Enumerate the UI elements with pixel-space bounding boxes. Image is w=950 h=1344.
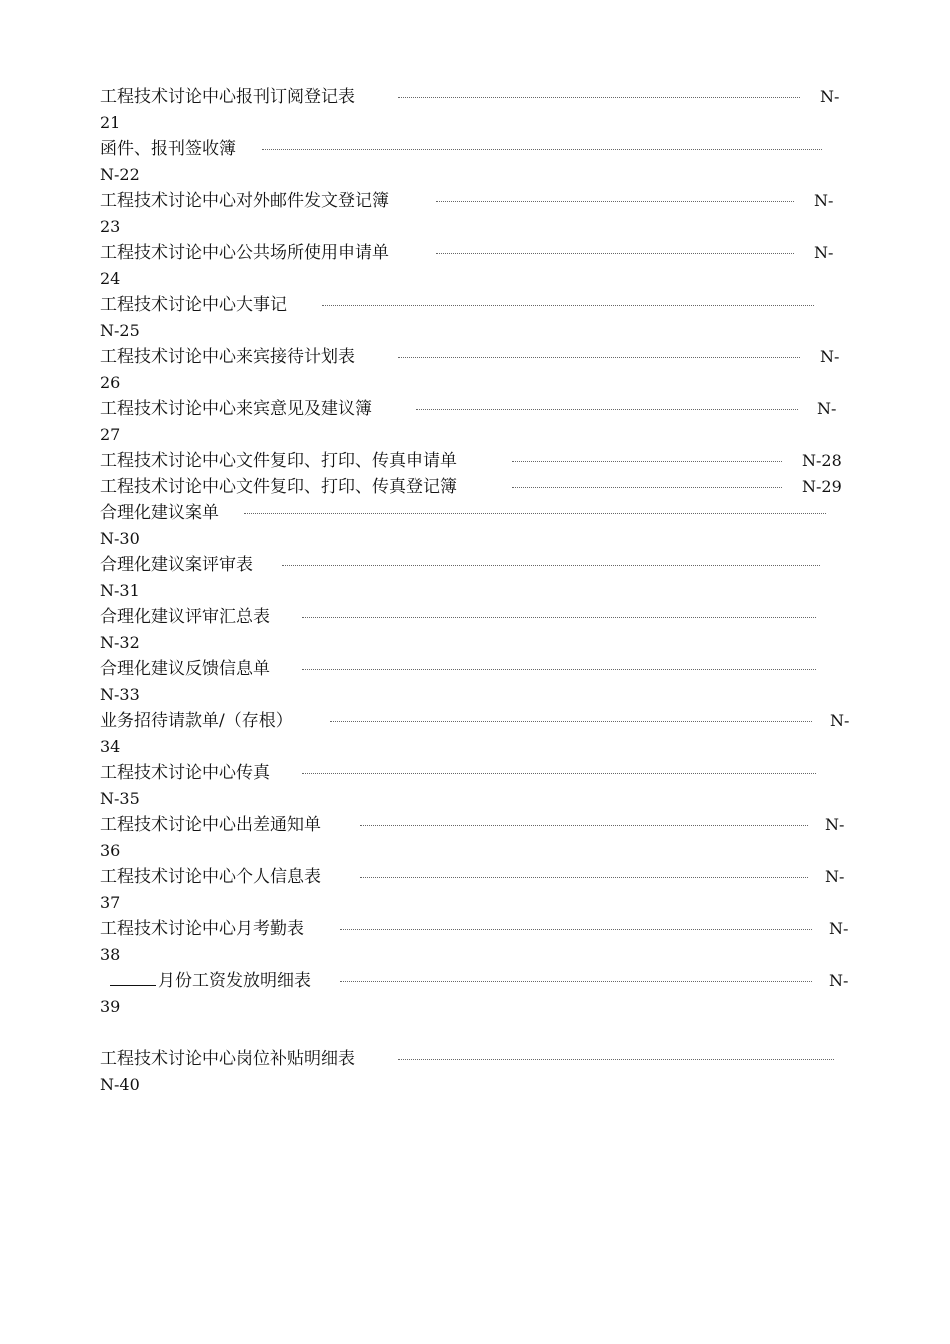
toc-entry-title — [100, 968, 311, 994]
toc-entry-title: 工程技术讨论中心公共场所使用申请单 — [100, 243, 389, 263]
toc-entry-title: 工程技术讨论中心大事记 — [100, 295, 287, 315]
toc-page-number: N- — [814, 243, 834, 262]
dot-leader — [322, 305, 814, 306]
toc-entry-title: 合理化建议案单 — [100, 503, 219, 523]
dot-leader — [302, 617, 816, 618]
toc-page-number: N- — [829, 971, 849, 990]
toc-entry-title: 工程技术讨论中心文件复印、打印、传真申请单 — [100, 451, 457, 471]
toc-page-number: N-28 — [802, 451, 842, 470]
toc-entry-title: 工程技术讨论中心月考勤表 — [100, 919, 304, 939]
toc-page-number: 36 — [100, 841, 121, 860]
toc-entry[interactable] — [100, 552, 860, 604]
toc-entry-title: 工程技术讨论中心来宾意见及建议簿 — [100, 399, 372, 419]
toc-entry-title: 合理化建议案评审表 — [100, 555, 253, 575]
table-of-contents — [100, 84, 860, 1098]
toc-entry-title: 工程技术讨论中心对外邮件发文登记簿 — [100, 191, 389, 211]
toc-page-number: N- — [825, 867, 845, 886]
dot-leader — [398, 357, 800, 358]
toc-page-number: 26 — [100, 373, 121, 392]
toc-page-number: 37 — [100, 893, 121, 912]
toc-page-number: N- — [814, 191, 834, 210]
spacer — [100, 1020, 860, 1046]
toc-entry[interactable] — [100, 500, 860, 552]
toc-page-number: 38 — [100, 945, 121, 964]
toc-entry[interactable] — [100, 708, 860, 760]
toc-page-number: N-25 — [100, 321, 140, 340]
toc-page-number: 27 — [100, 425, 121, 444]
dot-leader — [282, 565, 820, 566]
toc-page-number: N- — [825, 815, 845, 834]
toc-page-number: N- — [820, 87, 840, 106]
toc-page-number: N- — [830, 711, 850, 730]
toc-entry[interactable] — [100, 474, 860, 500]
dot-leader — [360, 825, 808, 826]
toc-entry-title: 工程技术讨论中心个人信息表 — [100, 867, 321, 887]
toc-entry[interactable] — [100, 968, 860, 1020]
toc-page-number: N-22 — [100, 165, 140, 184]
dot-leader — [360, 877, 808, 878]
toc-entry[interactable] — [100, 656, 860, 708]
dot-leader — [512, 487, 782, 488]
toc-entry-title: 工程技术讨论中心岗位补贴明细表 — [100, 1049, 355, 1069]
toc-entry[interactable] — [100, 916, 860, 968]
dot-leader — [398, 97, 800, 98]
toc-page-number: 21 — [100, 113, 121, 132]
toc-entry-title: 工程技术讨论中心报刊订阅登记表 — [100, 87, 355, 107]
toc-page-number: N- — [829, 919, 849, 938]
toc-entry-title: 工程技术讨论中心来宾接待计划表 — [100, 347, 355, 367]
toc-page-number: N-29 — [802, 477, 842, 496]
toc-entry-title: 合理化建议评审汇总表 — [100, 607, 270, 627]
dot-leader — [436, 253, 794, 254]
toc-entry[interactable] — [100, 396, 860, 448]
toc-page-number: N- — [817, 399, 837, 418]
toc-entry[interactable] — [100, 760, 860, 812]
toc-entry-title: 工程技术讨论中心文件复印、打印、传真登记簿 — [100, 477, 457, 497]
toc-entry[interactable] — [100, 84, 860, 136]
dot-leader — [262, 149, 822, 150]
dot-leader — [302, 773, 816, 774]
toc-page-number: N-31 — [100, 581, 140, 600]
toc-entry[interactable] — [100, 188, 860, 240]
toc-page-number: N-30 — [100, 529, 140, 548]
dot-leader — [416, 409, 798, 410]
dot-leader — [436, 201, 794, 202]
toc-entry-title: 工程技术讨论中心出差通知单 — [100, 815, 321, 835]
dot-leader — [340, 929, 812, 930]
toc-page-number: N-32 — [100, 633, 140, 652]
toc-entry[interactable] — [100, 864, 860, 916]
toc-entry[interactable] — [100, 1046, 860, 1098]
toc-entry[interactable] — [100, 344, 860, 396]
toc-page-number: N-40 — [100, 1075, 140, 1094]
toc-entry[interactable] — [100, 448, 860, 474]
dot-leader — [340, 981, 812, 982]
blank-underline — [110, 971, 156, 986]
toc-page-number: N-35 — [100, 789, 140, 808]
dot-leader — [398, 1059, 834, 1060]
toc-page-number: 24 — [100, 269, 121, 288]
toc-entry[interactable] — [100, 240, 860, 292]
dot-leader — [302, 669, 816, 670]
toc-page-number: 23 — [100, 217, 121, 236]
dot-leader — [244, 513, 826, 514]
toc-entry-title-text: 月份工资发放明细表 — [158, 971, 311, 991]
toc-page-number: N- — [820, 347, 840, 366]
toc-page-number: N-33 — [100, 685, 140, 704]
toc-entry[interactable] — [100, 812, 860, 864]
toc-entry-title: 业务招待请款单/（存根） — [100, 711, 293, 731]
toc-entry[interactable] — [100, 604, 860, 656]
toc-entry[interactable] — [100, 136, 860, 188]
toc-entry[interactable] — [100, 292, 860, 344]
toc-page-number: 39 — [100, 997, 121, 1016]
toc-entry-title: 工程技术讨论中心传真 — [100, 763, 270, 783]
dot-leader — [512, 461, 782, 462]
dot-leader — [330, 721, 812, 722]
toc-entry-title: 函件、报刊签收簿 — [100, 139, 236, 159]
toc-entry-title: 合理化建议反馈信息单 — [100, 659, 270, 679]
toc-page-number: 34 — [100, 737, 121, 756]
